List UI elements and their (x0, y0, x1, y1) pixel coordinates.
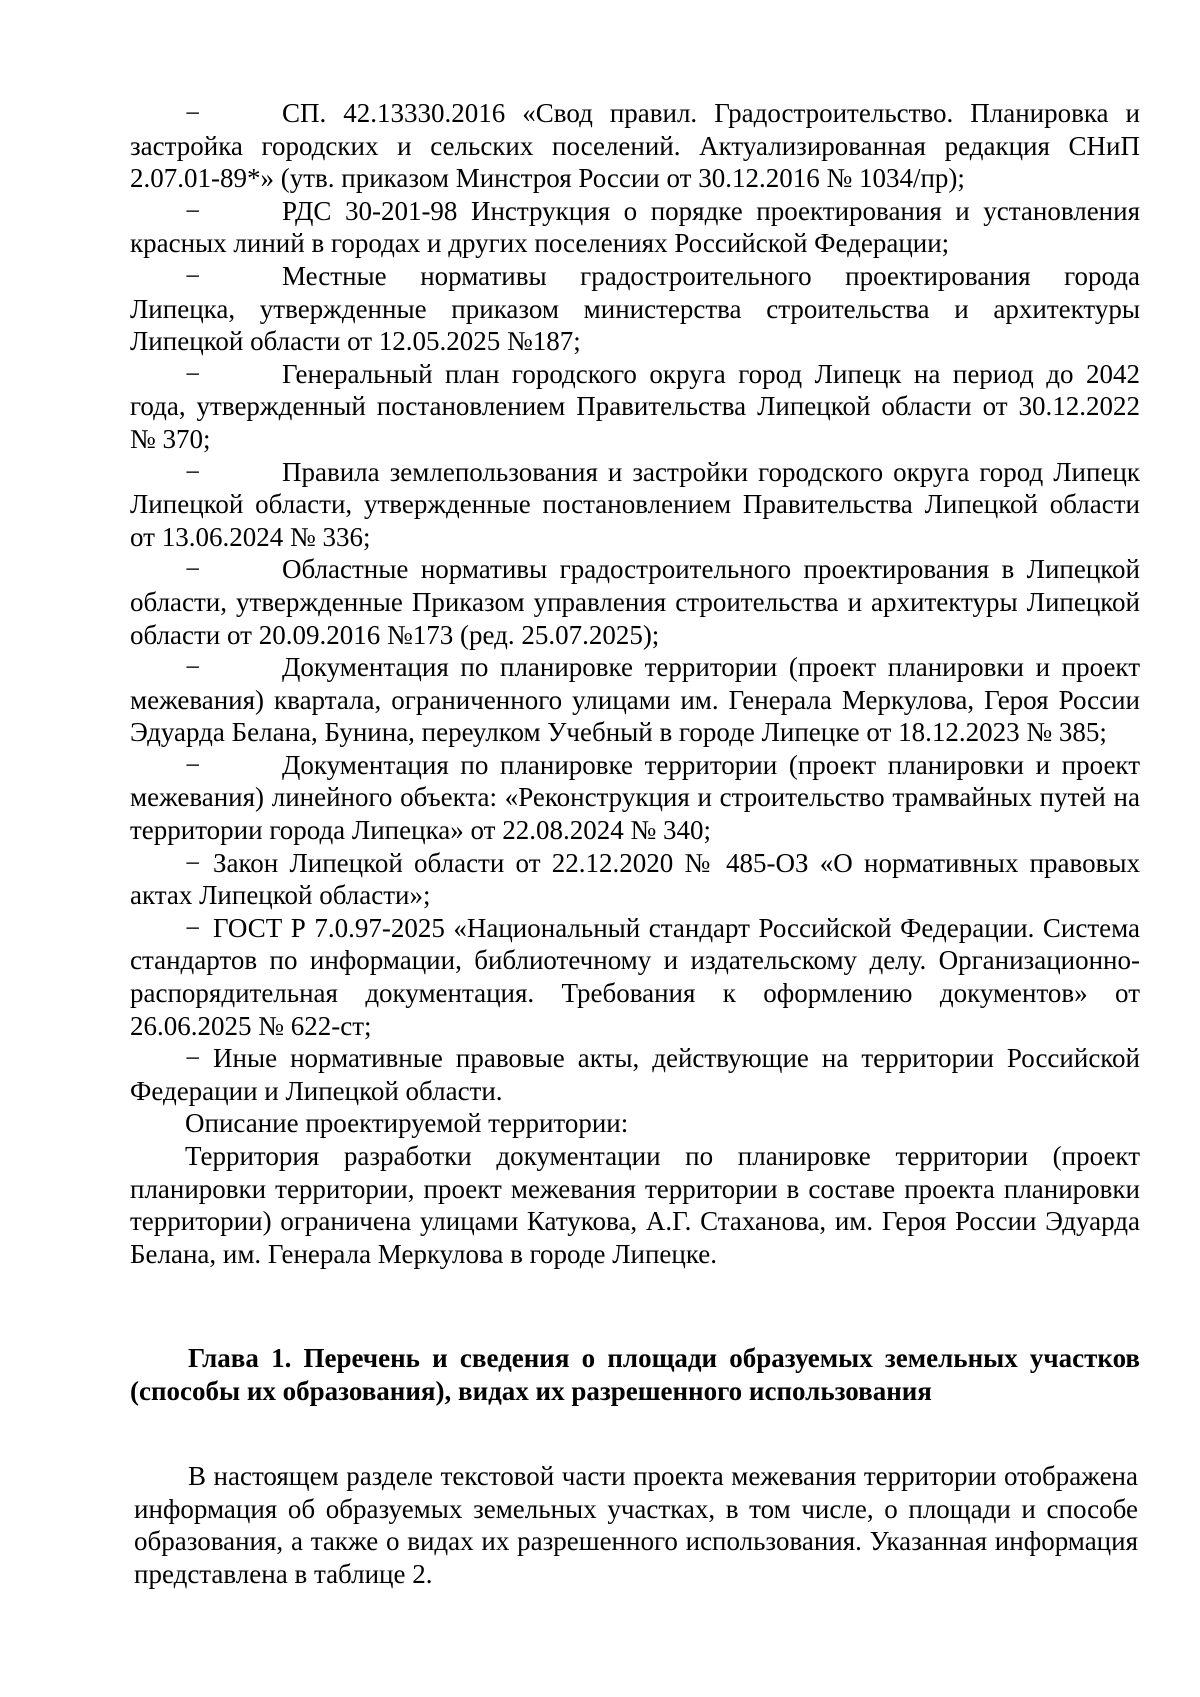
list-item-text: Иные нормативные правовые акты, действующие на территории Российской Федерации и Липецкой области. (130, 1043, 1140, 1106)
list-item (130, 847, 1140, 912)
list-dash: − (185, 912, 201, 943)
list-item (130, 749, 1140, 847)
list-item-text: Правила землепользования и застройки городского округа город Липецк Липецкой области, утвержденные постановлением Правительства Липецкой области от 13.06.2024 № 336; (130, 456, 1140, 552)
list-dash: − (185, 652, 201, 683)
chapter-title: Глава 1. Перечень и сведения о площади образуемых земельных участков (способы их образования), видах их разрешенного использования (130, 1343, 1140, 1406)
list-dash: − (185, 260, 201, 291)
list-item-text: РДС 30-201-98 Инструкция о порядке проектирования и установления красных линий в городах и других поселениях Российской Федерации; (130, 195, 1140, 259)
list-item-text: Документация по планировке территории (проект планировки и проект межевания) линейного объекта: «Реконструкция и строительство трамвайных путей на территории города Липецка» от 22.08.2024 № 340; (130, 749, 1140, 846)
list-item (130, 553, 1140, 651)
list-item-text: СП. 42.13330.2016 «Свод правил. Градостроительство. Планировка и застройка городских и сельских поселений. Актуализированная редакция СНиП 2.07.01-89*» (утв. приказом Минстроя России от 30.12.2016 № 1034/пр); (130, 98, 1140, 194)
list-dash: − (185, 554, 201, 585)
list-dash: − (185, 1043, 201, 1074)
territory-description: Территория разработки документации по планировке территории (проект планировки территории, проект межевания территории в составе проекта планировки территории) ограничена улицами Катукова, А.Г. Стаханова, им. Героя России Эдуарда Белана, им. Генерала Меркулова в городе Липецке. (130, 1141, 1140, 1269)
normative-acts-list (130, 97, 1140, 1270)
list-dash: − (185, 847, 201, 878)
list-item-text: Генеральный план городского округа город Липецк на период до 2042 года, утвержденный постановлением Правительства Липецкой области от 30.12.2022 № 370; (130, 358, 1140, 454)
section-paragraph: В настоящем разделе текстовой части проекта межевания территории отображена информация об образуемых земельных участках, в том числе, о площади и способе образования, а также о видах их разрешенного использования. Указанная информация представлена в таблице 2. (134, 1461, 1138, 1589)
list-dash: − (185, 195, 201, 226)
list-item-text: ГОСТ Р 7.0.97-2025 «Национальный стандарт Российской Федерации. Система стандартов по информации, библиотечному и издательскому делу. Организационно-распорядительная документация. Требования к оформлению документов» от 26.06.2025 № 622-ст; (130, 912, 1140, 1041)
list-item (130, 456, 1140, 554)
list-item (130, 1042, 1140, 1107)
list-dash: − (185, 98, 201, 128)
list-item-text: Областные нормативы градостроительного проектирования в Липецкой области, утвержденные Приказом управления строительства и архитектуры Липецкой области от 20.09.2016 №173 (ред. 25.07.2025); (130, 554, 1140, 650)
list-item-text: Закон Липецкой области от 22.12.2020 № 485-ОЗ «О нормативных правовых актах Липецкой области»; (130, 847, 1140, 911)
list-item (130, 260, 1140, 358)
list-item (130, 912, 1140, 1042)
list-item (130, 358, 1140, 456)
list-dash: − (185, 456, 201, 487)
list-dash: − (185, 358, 201, 389)
section-body (134, 1460, 1138, 1590)
list-item-text: Местные нормативы градостроительного проектирования города Липецка, утвержденные приказом министерства строительства и архитектуры Липецкой области от 12.05.2025 №187; (130, 260, 1140, 357)
list-dash: − (185, 749, 201, 780)
territory-heading: Описание проектируемой территории: (185, 1108, 629, 1139)
list-item (130, 97, 1140, 195)
list-item-text: Документация по планировке территории (проект планировки и проект межевания) квартала, ограниченного улицами им. Генерала Меркулова, Героя России Эдуарда Белана, Бунина, переулком Учебный в городе Липецке от 18.12.2023 № 385; (130, 652, 1140, 748)
list-item (130, 195, 1140, 260)
list-item (130, 651, 1140, 749)
